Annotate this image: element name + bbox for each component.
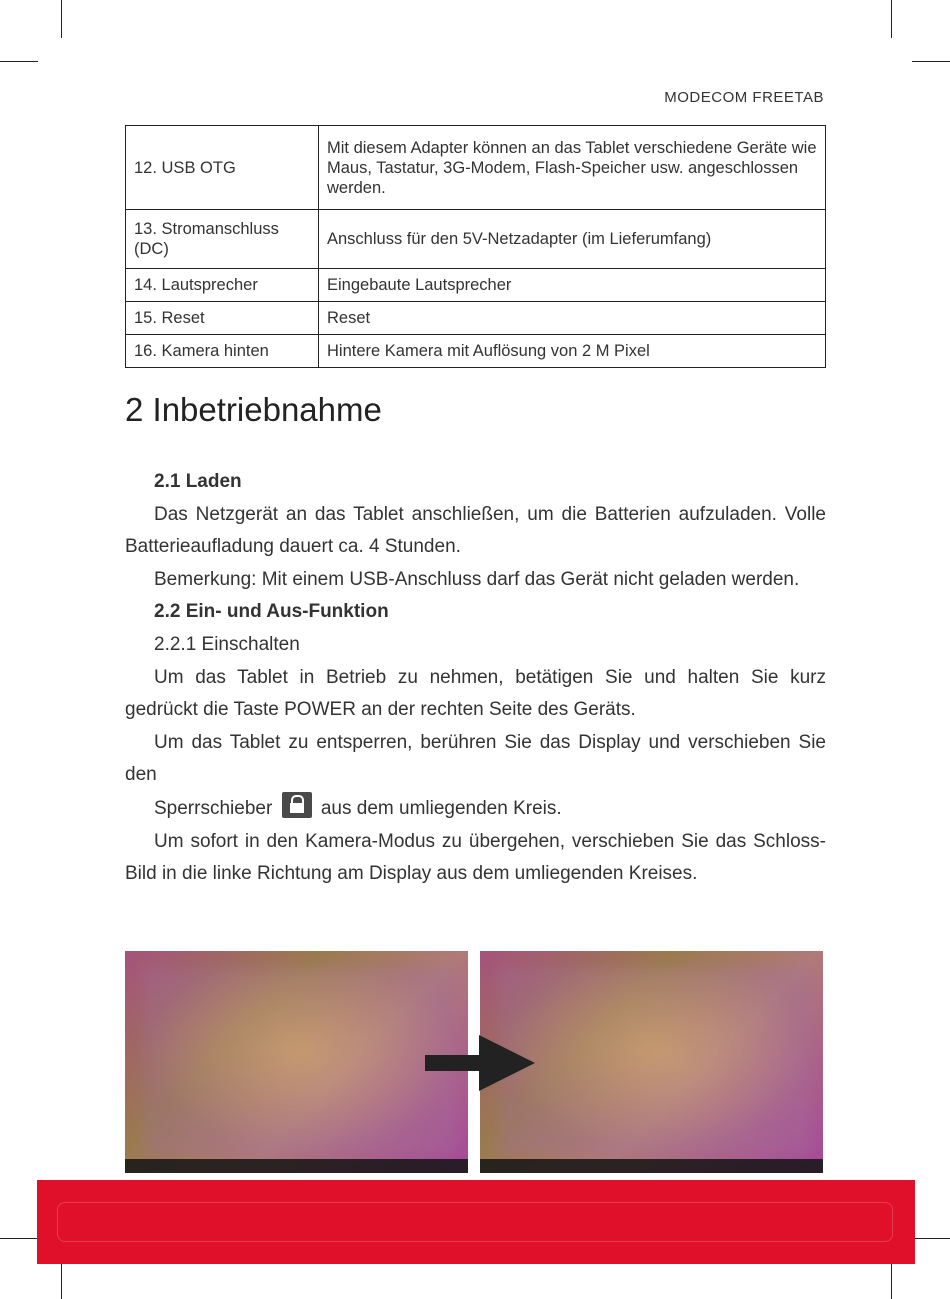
- crop-mark: [891, 0, 892, 38]
- crop-mark: [61, 0, 62, 38]
- table-cell-part: 14. Lautsprecher: [126, 269, 319, 302]
- paragraph: Um das Tablet zu entsperren, berühren Sie das Display und verschieben Sie den: [125, 731, 826, 786]
- table-cell-part: 16. Kamera hinten: [126, 335, 319, 368]
- crop-mark: [0, 1238, 38, 1239]
- running-header: MODECOM FREETAB: [664, 89, 824, 106]
- paragraph-text: Sperrschieber: [154, 797, 273, 819]
- table-row: [126, 126, 826, 210]
- table-row: [126, 302, 826, 335]
- crop-mark: [0, 61, 38, 62]
- table-cell-description: Mit diesem Adapter können an das Tablet verschiedene Geräte wie Maus, Tastatur, 3G-Modem, Flash-Speicher usw. angeschlossen werden.: [319, 126, 826, 210]
- paragraph-text: aus dem umliegenden Kreis.: [320, 797, 562, 819]
- crop-mark: [912, 61, 950, 62]
- paragraph: Um das Tablet in Betrieb zu nehmen, betätigen Sie und halten Sie kurz gedrückt die Taste POWER an der rechten Seite des Geräts.: [125, 666, 826, 721]
- paragraph-lock: [125, 792, 826, 826]
- table-row: [126, 335, 826, 368]
- table-cell-part: 15. Reset: [126, 302, 319, 335]
- crop-mark: [912, 1238, 950, 1239]
- table-row: [126, 269, 826, 302]
- table-cell-description: Eingebaute Lautsprecher: [319, 269, 826, 302]
- section-heading: 2 Inbetriebnahme: [125, 391, 382, 428]
- crop-mark: [891, 1261, 892, 1299]
- paragraph: Bemerkung: Mit einem USB-Anschluss darf das Gerät nicht geladen werden.: [154, 568, 800, 590]
- table-cell-description: Anschluss für den 5V-Netzadapter (im Lieferumfang): [319, 210, 826, 269]
- crop-mark: [61, 1261, 62, 1299]
- section-body: [125, 466, 826, 891]
- table-cell-part: 13. Stromanschluss (DC): [126, 210, 319, 269]
- spec-table: [125, 125, 826, 368]
- paragraph: Das Netzgerät an das Tablet anschließen, um die Batterien aufzuladen. Volle Batterieaufladung dauert ca. 4 Stunden.: [125, 503, 826, 558]
- subheading-ein-aus: 2.2 Ein- und Aus-Funktion: [154, 601, 389, 623]
- screenshot-lockscreen-before: [125, 951, 468, 1173]
- footer-band: [37, 1180, 915, 1264]
- paragraph: Um sofort in den Kamera-Modus zu übergehen, verschieben Sie das Schloss-Bild in die linke Richtung am Display aus dem umliegenden Kreises.: [125, 830, 826, 885]
- table-cell-description: Reset: [319, 302, 826, 335]
- padlock-icon: [282, 792, 312, 818]
- subheading-laden: 2.1 Laden: [154, 471, 242, 492]
- table-cell-part: 12. USB OTG: [126, 126, 319, 210]
- right-arrow-icon: [425, 1035, 535, 1091]
- subheading-einschalten: 2.2.1 Einschalten: [154, 633, 300, 655]
- table-row: [126, 210, 826, 269]
- table-cell-description: Hintere Kamera mit Auflösung von 2 M Pixel: [319, 335, 826, 368]
